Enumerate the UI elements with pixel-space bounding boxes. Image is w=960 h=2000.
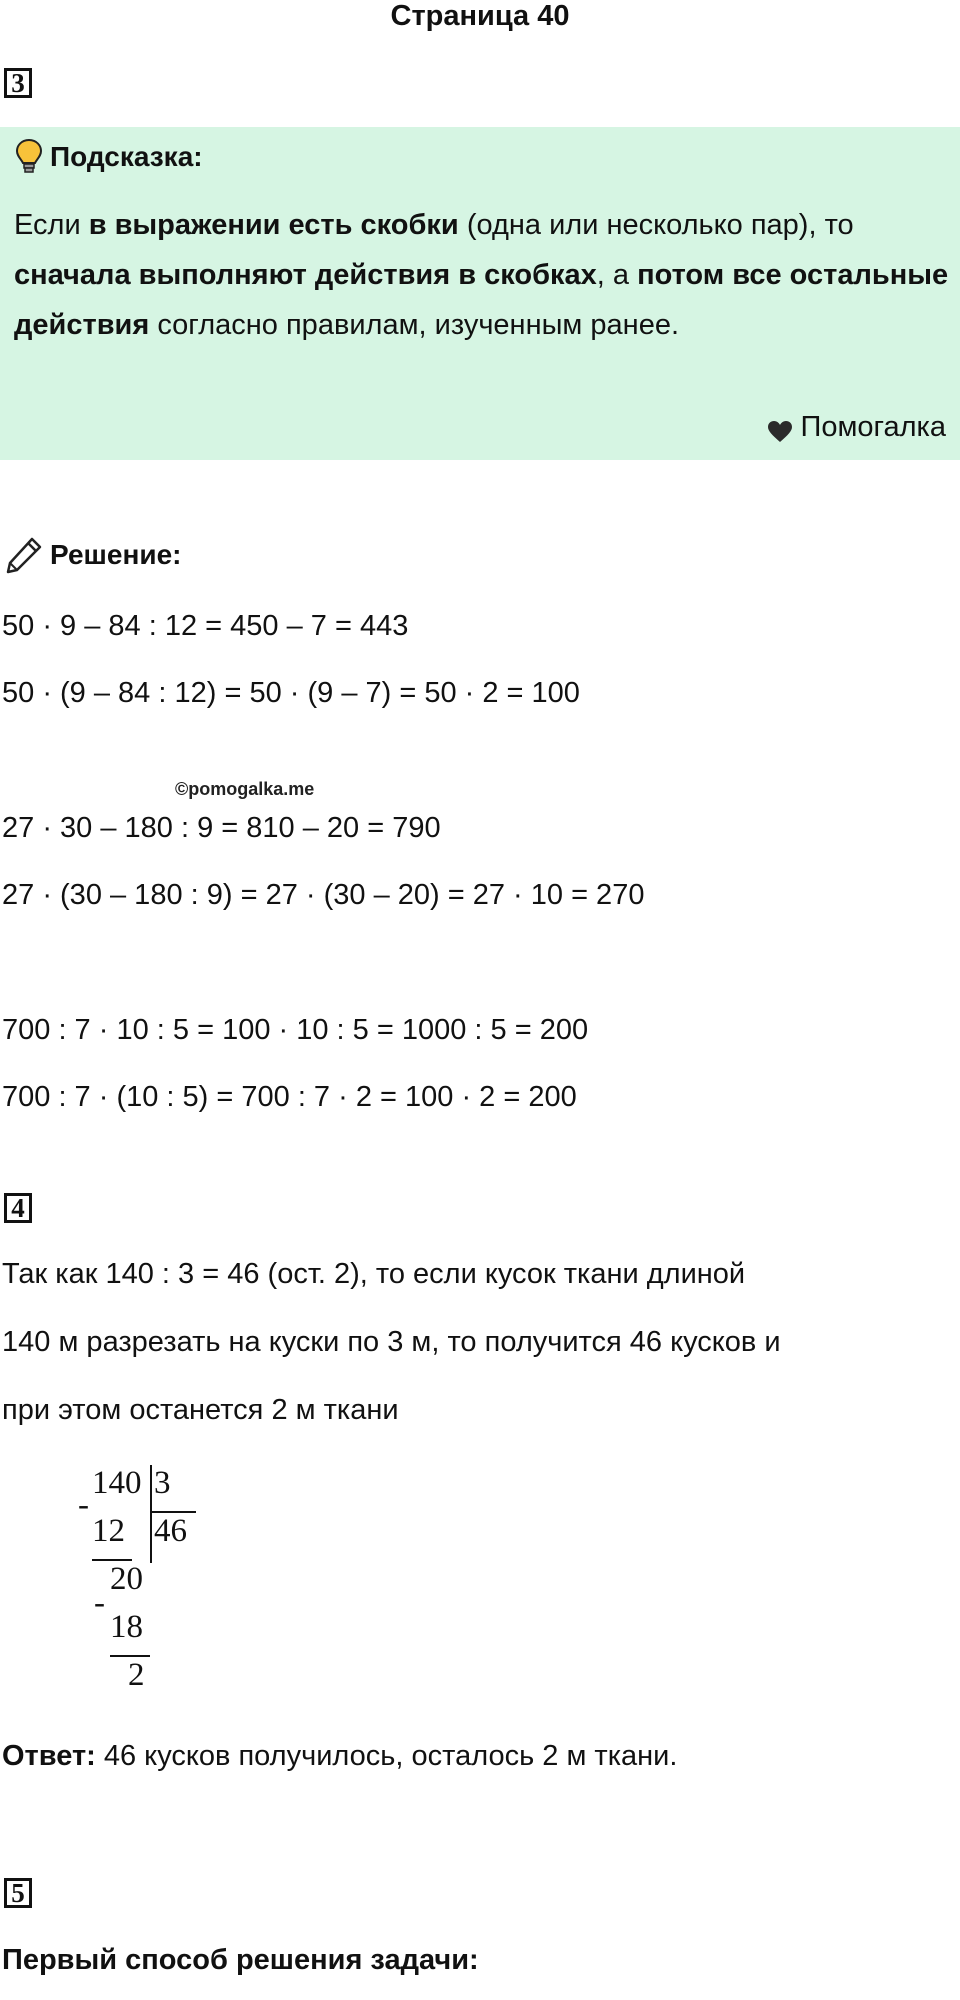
task-number-4: 4	[4, 1193, 32, 1223]
answer-label: Ответ:	[2, 1740, 96, 1772]
paragraph-line: при этом останется 2 м ткани	[2, 1394, 399, 1426]
hint-header	[14, 137, 203, 177]
long-division	[70, 1465, 220, 1710]
task-number-5: 5	[4, 1878, 32, 1908]
hint-text-part: (одна или несколько пар), то	[458, 209, 854, 241]
brand-name: Помогалка	[800, 411, 946, 443]
answer-line	[2, 1736, 677, 1776]
dividend: 140	[92, 1465, 142, 1501]
minus-sign: -	[78, 1487, 89, 1523]
task-number-3: 3	[4, 68, 32, 98]
hint-text-part: согласно правилам, изученным ранее.	[149, 309, 680, 341]
watermark: ©pomogalka.me	[175, 779, 315, 799]
hint-heading: Подсказка:	[50, 141, 203, 172]
hint-text-part: Если	[14, 209, 89, 241]
hint-text	[14, 200, 949, 350]
paragraph-line: Так как 140 : 3 = 46 (ост. 2), то если кусок ткани длиной	[2, 1258, 746, 1290]
page-title: Страница 40	[390, 0, 570, 32]
paragraph-line: 140 м разрезать на куски по 3 м, то получится 46 кусков и	[2, 1326, 781, 1358]
heart-icon	[767, 415, 793, 439]
solution-heading: Решение:	[50, 539, 182, 570]
task5-heading: Первый способ решения задачи:	[2, 1944, 479, 1976]
equation-line: 27 · 30 – 180 : 9 = 810 – 20 = 790	[2, 812, 441, 844]
step-subtrahend: 18	[110, 1609, 143, 1645]
remainder: 2	[128, 1657, 145, 1693]
minus-sign: -	[94, 1585, 105, 1621]
hint-text-part-bold: сначала выполняют действия в скобках	[14, 259, 597, 291]
hint-text-part-bold: потом все остальные действия	[14, 259, 949, 341]
step-subtrahend: 12	[92, 1513, 125, 1549]
answer-text: 46 кусков получилось, осталось 2 м ткани.	[95, 1740, 678, 1772]
equation-line: 50 · 9 – 84 : 12 = 450 – 7 = 443	[2, 610, 409, 642]
step-difference: 20	[110, 1561, 143, 1597]
division-bar-vertical	[150, 1465, 152, 1563]
hint-text-part-bold: в выражении есть скобки	[88, 209, 459, 241]
lightbulb-icon	[14, 138, 44, 176]
equation-line: 700 : 7 · (10 : 5) = 700 : 7 · 2 = 100 · 2 = 200	[2, 1081, 577, 1113]
divisor: 3	[154, 1465, 171, 1501]
equation-line: 27 · (30 – 180 : 9) = 27 · (30 – 20) = 27 · 10 = 270	[2, 879, 645, 911]
solution-header	[4, 535, 181, 575]
equation-line: 700 : 7 · 10 : 5 = 100 · 10 : 5 = 1000 : 5 = 200	[2, 1014, 589, 1046]
pencil-icon	[4, 535, 44, 575]
quotient: 46	[154, 1513, 187, 1549]
equation-line: 50 · (9 – 84 : 12) = 50 · (9 – 7) = 50 · 2 = 100	[2, 677, 580, 709]
hint-text-part: , а	[596, 259, 638, 291]
hint-box	[0, 127, 960, 460]
brand-label	[767, 407, 946, 447]
